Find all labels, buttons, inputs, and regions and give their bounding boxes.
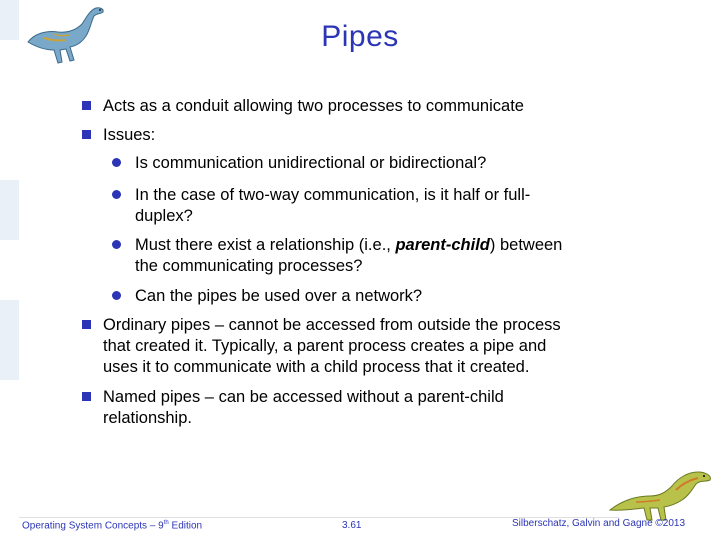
bullet-line: Ordinary pipes – cannot be accessed from outside the process (103, 316, 561, 334)
bullet-line: that created it. Typically, a parent process creates a pipe and (103, 337, 547, 355)
text-run: ) between (489, 236, 563, 254)
square-bullet-icon (82, 320, 91, 329)
sub-bullet-line: In the case of two-way communication, is it half or full- (135, 186, 531, 204)
round-bullet-icon (112, 291, 121, 300)
bullet-text (103, 315, 623, 378)
square-bullet-icon (82, 392, 91, 401)
sub-bullet-text (135, 185, 615, 227)
sub-bullet-text: Is communication unidirectional or bidirectional? (135, 154, 487, 172)
bullet-text: Issues: (103, 126, 156, 144)
square-bullet-icon (82, 130, 91, 139)
footer-copyright: Silberschatz, Galvin and Gagne ©2013 (512, 518, 686, 529)
round-bullet-icon (112, 190, 121, 199)
bullet-text (103, 387, 623, 429)
text-run: Must there exist a relationship (i.e., (135, 236, 396, 254)
footer-text: Operating System Concepts – 9 (22, 520, 164, 532)
footer-book-title (22, 520, 202, 531)
sub-bullet-line: duplex? (135, 207, 193, 225)
dinosaur-logo-icon (606, 462, 716, 524)
slide-sidebar (0, 0, 19, 540)
sidebar-band (0, 300, 19, 380)
sub-bullet-line: the communicating processes? (135, 257, 363, 275)
square-bullet-icon (82, 101, 91, 110)
bullet-line: relationship. (103, 409, 192, 427)
emphasis-term: parent-child (395, 236, 490, 254)
bullet-text: Acts as a conduit allowing two processes to communicate (103, 97, 524, 115)
round-bullet-icon (112, 158, 121, 167)
bullet-line: uses it to communicate with a child process that it created. (103, 358, 530, 376)
footer-text: Edition (168, 520, 203, 532)
footer-superscript: th (163, 520, 169, 526)
footer-page-number: 3.61 (342, 520, 362, 531)
slide-title: Pipes (321, 20, 399, 53)
bullet-line: Named pipes – can be accessed without a parent-child (103, 388, 504, 406)
sub-bullet-text (135, 235, 615, 277)
sub-bullet-line (135, 235, 615, 256)
sidebar-band (0, 180, 19, 240)
sub-bullet-text: Can the pipes be used over a network? (135, 287, 423, 305)
round-bullet-icon (112, 240, 121, 249)
